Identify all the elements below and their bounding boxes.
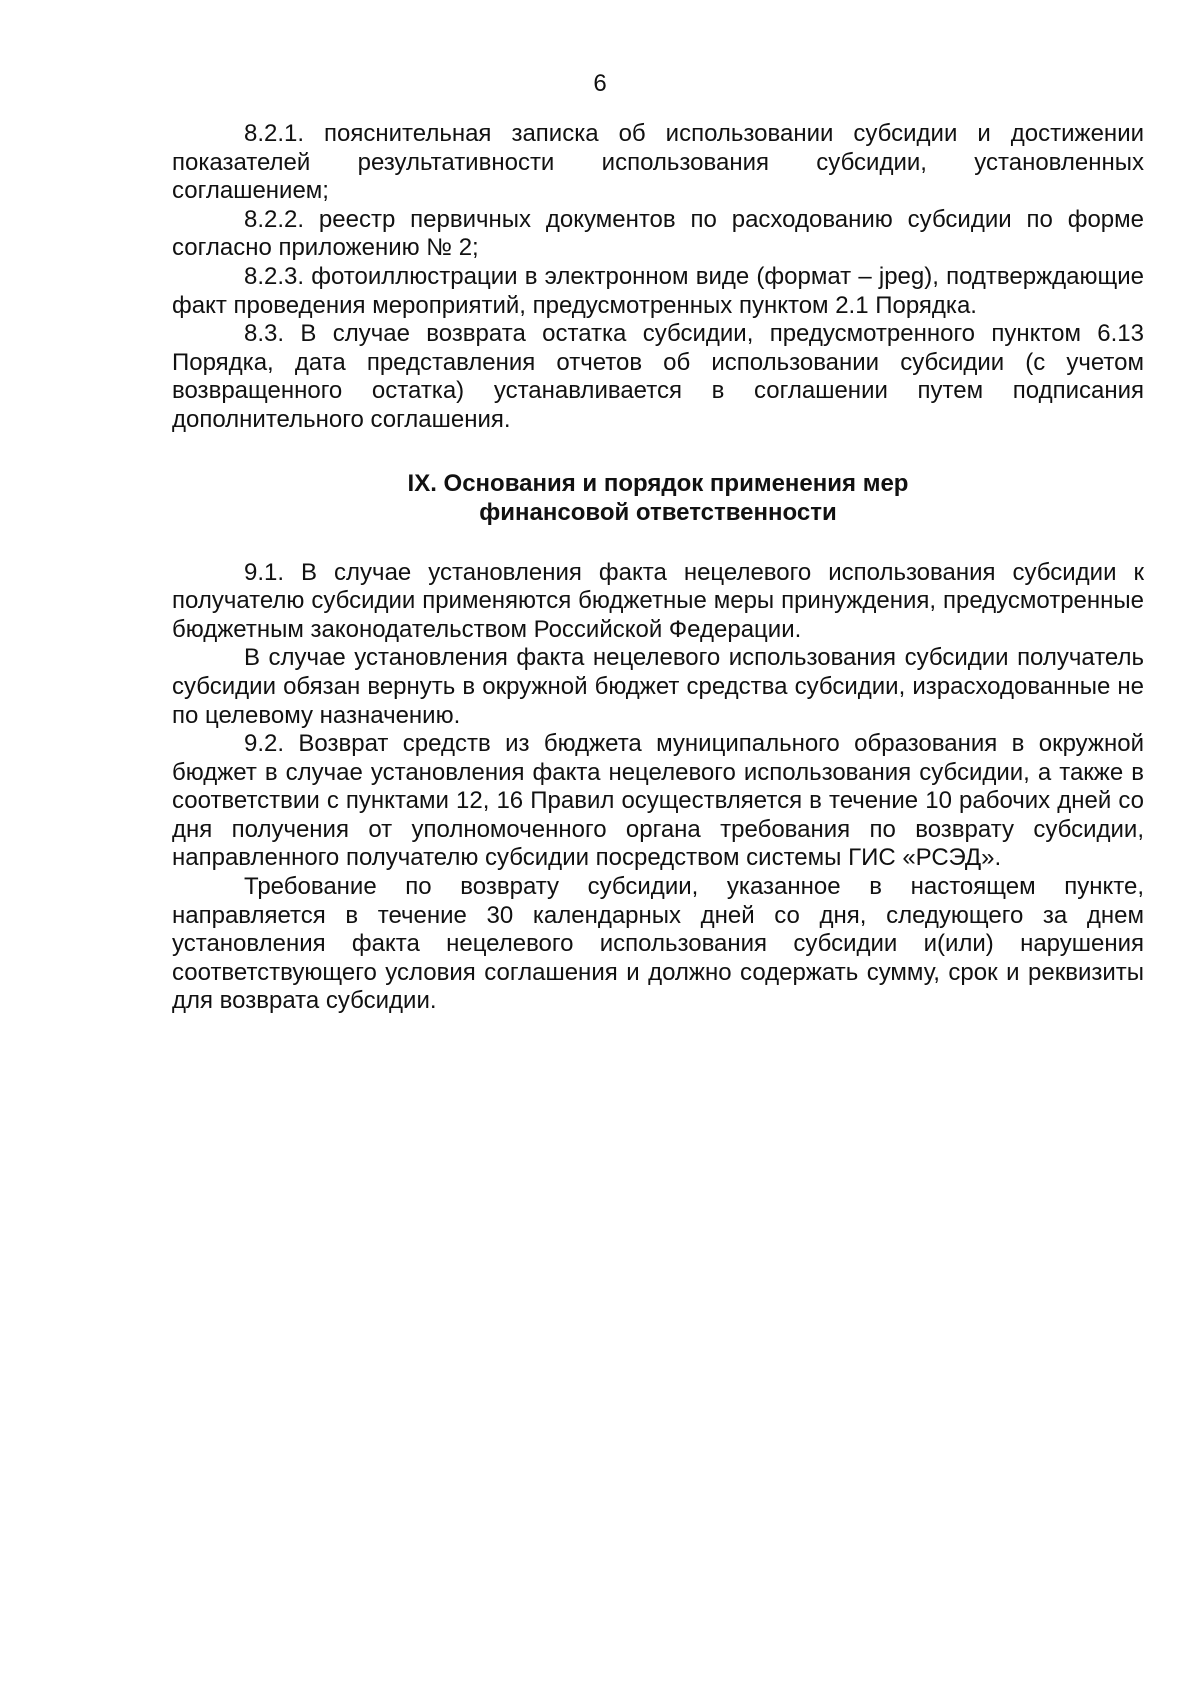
section-9-heading [172, 469, 1144, 527]
paragraph-9-1: 9.1. В случае установления факта нецелевого использования субсидии к получателю субсидии применяются бюджетные меры принуждения, предусмотренные бюджетным законодательством Российской Федерации. [172, 558, 1144, 643]
paragraph-9-2: 9.2. Возврат средств из бюджета муниципального образования в окружной бюджет в случае установления факта нецелевого использования субсидии, а также в соответствии с пунктами 12, 16 Правил осуществляется в течение 10 рабочих дней со дня получения от уполномоченного органа требования по возврату субсидии, направленного получателю субсидии посредством системы ГИС «РСЭД». [172, 730, 1144, 872]
page-number: 6 [593, 70, 607, 97]
document-body [172, 120, 1144, 1016]
paragraph-8-2-3: 8.2.3. фотоиллюстрации в электронном виде (формат – jpeg), подтверждающие факт проведения мероприятий, предусмотренных пунктом 2.1 Порядка. [172, 262, 1144, 319]
paragraph-8-2-1: 8.2.1. пояснительная записка об использовании субсидии и достижении показателей результативности использования субсидии, установленных соглашением; [172, 120, 1144, 205]
paragraph-8-2-2: 8.2.2. реестр первичных документов по расходованию субсидии по форме согласно приложению № 2; [172, 205, 1144, 262]
paragraph-8-3: 8.3. В случае возврата остатка субсидии, предусмотренного пунктом 6.13 Порядка, дата представления отчетов об использовании субсидии (с учетом возвращенного остатка) устанавливается в соглашении путем подписания дополнительного соглашения. [172, 320, 1144, 433]
paragraph-9-2-continued: Требование по возврату субсидии, указанное в настоящем пункте, направляется в течение 30 календарных дней со дня, следующего за днем установления факта нецелевого использования субсидии и(или) нарушения соответствующего условия соглашения и должно содержать сумму, срок и реквизиты для возврата субсидии. [172, 873, 1144, 1015]
section-9-heading-line-1: IX. Основания и порядок применения мер [407, 469, 909, 497]
section-9-heading-line-2: финансовой ответственности [479, 498, 837, 526]
paragraph-9-1-continued: В случае установления факта нецелевого использования субсидии получатель субсидии обязан вернуть в окружной бюджет средства субсидии, израсходованные не по целевому назначению. [172, 644, 1144, 729]
